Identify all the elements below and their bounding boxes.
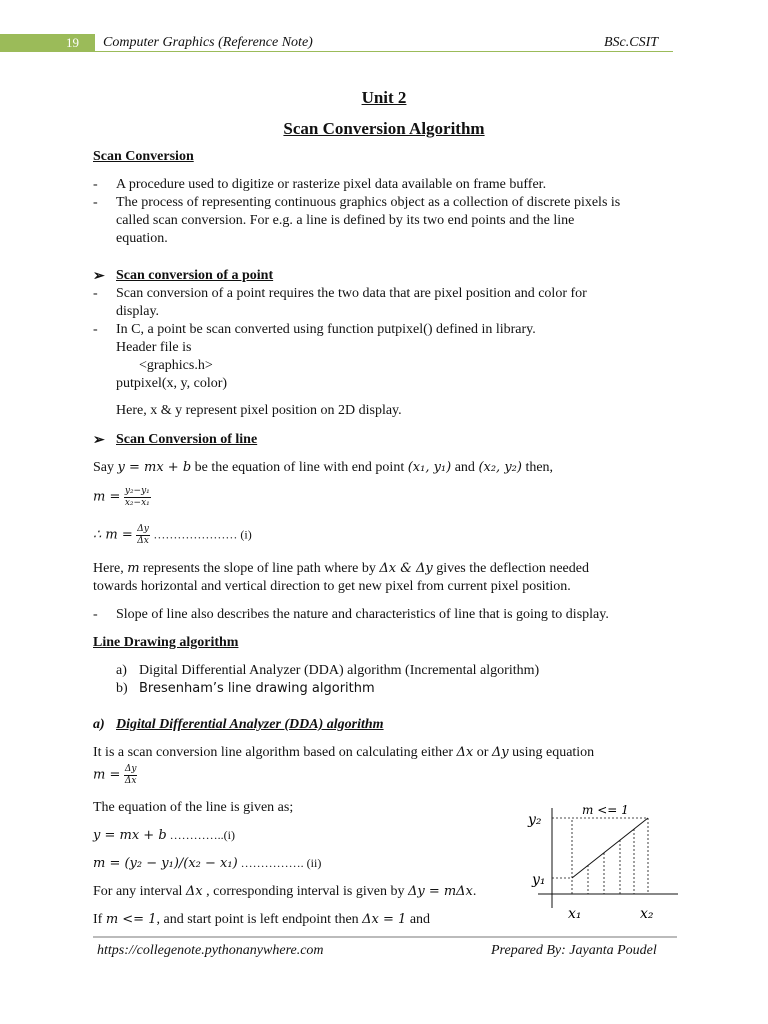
text-fragment: represents the slope of line path where by xyxy=(139,561,380,576)
text-fragment: Δx = 1 xyxy=(362,912,407,927)
text-fragment: m = xyxy=(93,489,121,505)
header-title: Computer Graphics (Reference Note) xyxy=(103,35,313,50)
lda-item-dda: Digital Differential Analyzer (DDA) algorithm (Incremental algorithm) xyxy=(139,663,540,678)
fraction-denominator: x₂−x₁ xyxy=(124,498,150,508)
text-fragment: y = mx + b xyxy=(93,828,167,843)
bullet-dash: - xyxy=(93,286,98,301)
x2-label: x₂ xyxy=(640,906,654,922)
equation-number: …………..(i) xyxy=(166,828,235,842)
list-marker: a) xyxy=(93,717,105,732)
text-fragment: . xyxy=(472,884,477,899)
slope-formula xyxy=(93,486,151,509)
text-fragment: , corresponding interval is given by xyxy=(202,884,408,899)
scan-conversion-bullet-2-line-2: called scan conversion. For e.g. a line is defined by its two end points and the line xyxy=(116,213,575,228)
dda-heading: Digital Differential Analyzer (DDA) algorithm xyxy=(116,717,384,732)
equation-number: ……………. (ii) xyxy=(237,856,322,870)
text-fragment: It is a scan conversion line algorithm based on calculating either xyxy=(93,745,457,760)
footer-url: https://collegenote.pythonanywhere.com xyxy=(97,943,324,958)
fraction-denominator: Δx xyxy=(137,536,149,546)
text-fragment: Say xyxy=(93,460,118,475)
text-fragment: then, xyxy=(521,460,554,475)
delta-fraction xyxy=(136,524,150,547)
slope-label: m <= 1 xyxy=(582,803,629,817)
footer-rule xyxy=(93,936,677,938)
dda-slope-formula xyxy=(93,764,137,787)
point-here-note: Here, x & y represent pixel position on 2D display. xyxy=(116,403,402,418)
text-fragment: m = xyxy=(93,767,121,783)
text-fragment: m = (y₂ − y₁)/(x₂ − x₁) xyxy=(93,856,238,871)
slope-delta-formula xyxy=(93,524,252,547)
slope-note: Slope of line also describes the nature and characteristics of line that is going to display. xyxy=(116,607,609,622)
arrow-bullet-icon: ➢ xyxy=(93,269,105,284)
line-segment xyxy=(572,818,648,878)
slope-fraction xyxy=(124,486,151,509)
page-number: 19 xyxy=(66,35,79,50)
text-fragment: be the equation of line with end point xyxy=(191,460,408,475)
header-program: BSc.CSIT xyxy=(604,35,659,50)
chapter-title: Scan Conversion Algorithm xyxy=(283,119,485,138)
scan-conversion-heading: Scan Conversion xyxy=(93,149,194,164)
bullet-dash: - xyxy=(93,195,98,210)
bullet-dash: - xyxy=(93,322,98,337)
footer-author: Prepared By: Jayanta Poudel xyxy=(491,943,657,958)
text-fragment: or xyxy=(473,745,492,760)
header-rule xyxy=(95,51,673,52)
text-fragment: Δx xyxy=(456,745,474,760)
dda-line-figure xyxy=(520,800,680,928)
list-marker: b) xyxy=(116,681,128,696)
dda-if-sentence xyxy=(93,912,430,928)
page-number-bar xyxy=(0,34,95,52)
dda-equation-1 xyxy=(93,828,235,844)
delta-fraction xyxy=(124,764,138,787)
scan-conversion-bullet-2-line-1: The process of representing continuous graphics object as a collection of discrete pixels is xyxy=(116,195,621,210)
text-fragment: , and start point is left endpoint then xyxy=(156,912,363,927)
lda-heading: Line Drawing algorithm xyxy=(93,635,239,650)
lda-item-bresenham: Bresenham’s line drawing algorithm xyxy=(139,681,375,696)
line-here-sentence-line-2: towards horizontal and vertical direction to get new pixel from current pixel position. xyxy=(93,579,571,594)
text-fragment: using equation xyxy=(508,745,595,760)
dda-description xyxy=(93,745,594,761)
end-point-2: (x₂, y₂) xyxy=(478,460,522,475)
scan-conversion-bullet-2-line-3: equation. xyxy=(116,231,168,246)
text-fragment: Here, xyxy=(93,561,128,576)
list-marker: a) xyxy=(116,663,127,678)
point-bullet-1-line-1: Scan conversion of a point requires the two data that are pixel position and color for xyxy=(116,286,587,301)
dda-equation-2 xyxy=(93,856,321,872)
text-fragment: ∴ m = xyxy=(93,527,133,543)
arrow-bullet-icon: ➢ xyxy=(93,433,105,448)
end-point-1: (x₁, y₁) xyxy=(407,460,452,475)
bullet-dash: - xyxy=(93,177,98,192)
point-heading: Scan conversion of a point xyxy=(116,268,274,283)
fraction-denominator: Δx xyxy=(124,776,137,786)
point-bullet-1-line-2: display. xyxy=(116,304,160,319)
text-fragment: m xyxy=(127,561,140,576)
bullet-dash: - xyxy=(93,607,98,622)
dda-interval-sentence xyxy=(93,884,476,900)
text-fragment: Δy xyxy=(491,745,509,760)
text-fragment: Δx & Δy xyxy=(379,561,433,576)
line-say-sentence xyxy=(93,460,553,476)
text-fragment: and xyxy=(451,460,479,475)
equation-number: ………………… (i) xyxy=(153,527,252,542)
fraction-numerator: Δy xyxy=(124,764,137,774)
point-putpixel: putpixel(x, y, color) xyxy=(116,376,228,391)
text-fragment: m <= 1 xyxy=(105,912,157,927)
y1-label: y₁ xyxy=(532,872,546,888)
text-fragment: For any interval xyxy=(93,884,186,899)
line-equation: y = mx + b xyxy=(117,460,192,475)
point-bullet-2-line-1: In C, a point be scan converted using function putpixel() defined in library. xyxy=(116,322,536,337)
fraction-numerator: y₂−y₁ xyxy=(124,486,150,496)
text-fragment: gives the deflection needed xyxy=(432,561,589,576)
y2-label: y₂ xyxy=(528,812,542,828)
line-heading: Scan Conversion of line xyxy=(116,432,258,447)
point-bullet-2-line-2: Header file is xyxy=(116,340,192,355)
text-fragment: If xyxy=(93,912,106,927)
unit-title: Unit 2 xyxy=(361,88,407,107)
scan-conversion-bullet-1: A procedure used to digitize or rasterize pixel data available on frame buffer. xyxy=(116,177,547,192)
x1-label: x₁ xyxy=(568,906,582,922)
fraction-numerator: Δy xyxy=(137,524,149,534)
point-header-file: <graphics.h> xyxy=(139,358,213,373)
text-fragment: Δx xyxy=(185,884,203,899)
line-here-sentence xyxy=(93,561,589,577)
dda-equation-intro: The equation of the line is given as; xyxy=(93,800,294,815)
text-fragment: Δy = mΔx xyxy=(407,884,473,899)
text-fragment: and xyxy=(406,912,431,927)
